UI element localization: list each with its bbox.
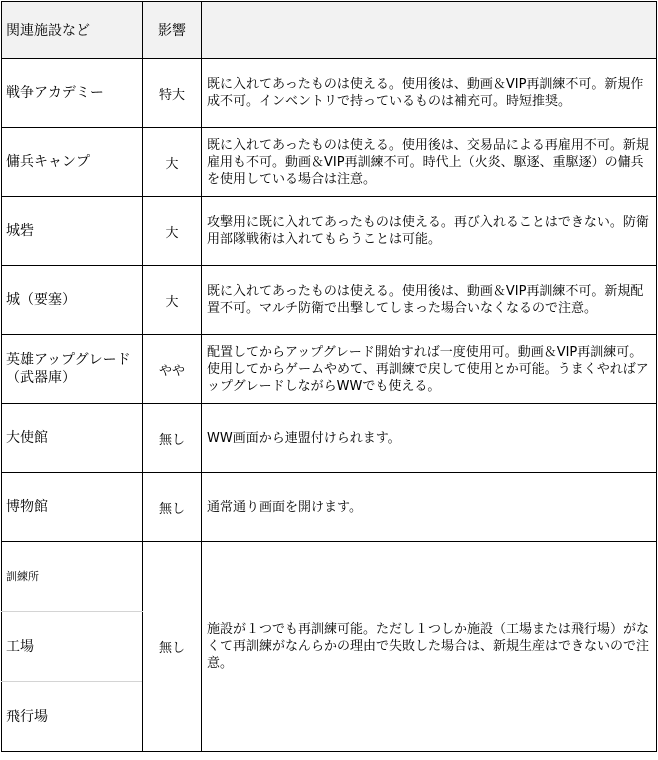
facility-note: 既に入れてあったものは使える。使用後は、動画＆VIP再訓練不可。新規作成不可。インベントリで持っているものは補充可。時短推奨。 (202, 59, 657, 128)
header-facility: 関連施設など (2, 2, 143, 59)
facility-note: 通常通り画面を開けます。 (202, 473, 657, 542)
impact-level: 特大 (143, 59, 202, 128)
table-row (2, 128, 657, 197)
header-row (2, 2, 657, 59)
table-row (2, 59, 657, 128)
table-row (2, 335, 657, 404)
facility-note: 配置してからアップグレード開始すれば一度使用可。動画＆VIP再訓練可。使用してからゲームやめて、再訓練で戻して使用とか可能。うまくやればアップグレードしながらWWでも使える。 (202, 335, 657, 404)
header-note (202, 2, 657, 59)
facility-name: 城（要塞） (2, 266, 143, 335)
facility-name: 博物館 (2, 473, 143, 542)
facility-name: 傭兵キャンプ (2, 128, 143, 197)
facility-name: 飛行場 (2, 682, 143, 752)
facility-note: 施設が１つでも再訓練可能。ただし１つしか施設（工場または飛行場）がなくて再訓練がなんらかの理由で失敗した場合は、新規生産はできないので注意。 (202, 542, 657, 752)
table-row (2, 197, 657, 266)
impact-level: 大 (143, 128, 202, 197)
facility-name: 大使館 (2, 404, 143, 473)
impact-level: 無し (143, 404, 202, 473)
facility-name: 戦争アカデミー (2, 59, 143, 128)
facility-note: 既に入れてあったものは使える。使用後は、交易品による再雇用不可。新規雇用も不可。動画＆VIP再訓練不可。時代上（火炎、駆逐、重駆逐）の傭兵を使用している場合は注意。 (202, 128, 657, 197)
facility-note: WW画面から連盟付けられます。 (202, 404, 657, 473)
facility-name: 訓練所 (2, 542, 143, 612)
impact-level: やや (143, 335, 202, 404)
facility-impact-table (1, 1, 657, 752)
facility-name: 工場 (2, 612, 143, 682)
table-row (2, 473, 657, 542)
table-row (2, 266, 657, 335)
table-row-merged (2, 542, 657, 612)
impact-level: 無し (143, 473, 202, 542)
impact-level: 大 (143, 197, 202, 266)
facility-name: 英雄アップグレード（武器庫） (2, 335, 143, 404)
facility-name: 城砦 (2, 197, 143, 266)
table-row (2, 404, 657, 473)
impact-level: 大 (143, 266, 202, 335)
facility-note: 既に入れてあったものは使える。使用後は、動画＆VIP再訓練不可。新規配置不可。マルチ防衛で出撃してしまった場合いなくなるので注意。 (202, 266, 657, 335)
facility-note: 攻撃用に既に入れてあったものは使える。再び入れることはできない。防衛用部隊戦術は入れてもらうことは可能。 (202, 197, 657, 266)
header-impact: 影響 (143, 2, 202, 59)
impact-level: 無し (143, 542, 202, 752)
